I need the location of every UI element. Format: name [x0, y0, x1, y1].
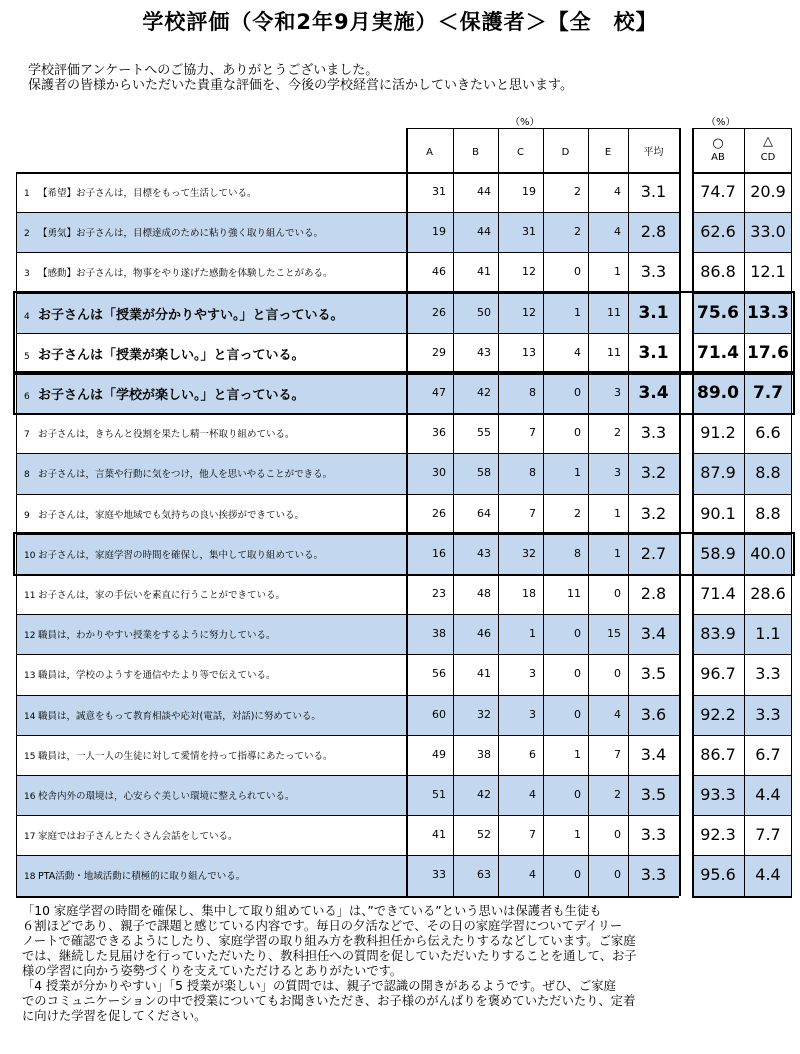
- table-rule: [692, 534, 792, 535]
- question-text: [24, 788, 295, 802]
- cell-ab: 91.2: [700, 423, 736, 443]
- cell-average: 3.4: [638, 383, 669, 404]
- table-border: [692, 128, 792, 129]
- header-e: E: [604, 147, 612, 158]
- cell-average: 3.4: [640, 624, 667, 644]
- cell-ab: 87.9: [700, 463, 736, 483]
- question-text: [24, 667, 276, 681]
- question-number: 9: [24, 510, 30, 521]
- cell-e: 0: [614, 828, 621, 842]
- header-c: C: [517, 147, 524, 158]
- cell-b: 41: [477, 265, 491, 279]
- cell-c: 18: [522, 587, 536, 601]
- cell-e: 2: [614, 426, 621, 440]
- cell-cd: 4.4: [755, 785, 781, 805]
- table-rule: [16, 373, 679, 374]
- question-label: 職員は，一人一人の生徒に対して愛情を持って指導にあたっている。: [38, 750, 333, 762]
- question-label: お子さんは「学校が楽しい。」と言っている。: [38, 388, 305, 404]
- cell-b: 64: [477, 506, 491, 520]
- question-number: 7: [24, 430, 30, 441]
- cell-b: 44: [477, 185, 491, 199]
- cell-b: 38: [477, 747, 491, 761]
- cell-e: 4: [614, 225, 621, 239]
- cell-a: 51: [432, 788, 446, 802]
- table-rule: [692, 735, 792, 736]
- table-rule: [498, 128, 499, 896]
- header-cd: CD: [760, 152, 776, 163]
- cell-d: 8: [574, 546, 581, 560]
- table-rule: [692, 574, 792, 575]
- cell-b: 58: [477, 466, 491, 480]
- table-rule: [453, 128, 454, 896]
- cell-a: 60: [432, 707, 446, 721]
- cell-b: 43: [477, 546, 491, 560]
- cell-ab: 95.6: [700, 865, 736, 885]
- table-rule: [692, 333, 792, 334]
- question-number: 5: [24, 351, 30, 362]
- table-rule: [692, 896, 792, 898]
- cell-cd: 12.1: [750, 262, 786, 282]
- table-row: [16, 413, 792, 453]
- cell-average: 2.8: [640, 584, 667, 604]
- cell-b: 46: [477, 627, 491, 641]
- cell-e: 0: [614, 667, 621, 681]
- cell-c: 7: [529, 828, 536, 842]
- question-label: 【感動】お子さんは，物事をやり遂げた感動を体験したことがある。: [38, 268, 333, 280]
- table-row: [16, 212, 792, 252]
- header-avg: 平均: [643, 147, 664, 158]
- cell-ab: 90.1: [700, 503, 736, 523]
- cell-cd: 3.3: [755, 704, 781, 724]
- question-label: お子さんは，家庭や地域でも気持ちの良い挨拶ができている。: [38, 509, 305, 521]
- cell-e: 4: [614, 185, 621, 199]
- cell-ab: 75.6: [697, 302, 739, 323]
- question-label: 校舎内外の環境は，心安らぐ美しい環境に整えられている。: [38, 791, 295, 803]
- cell-ab: 89.0: [697, 383, 739, 404]
- question-number: 13: [24, 671, 36, 682]
- cell-d: 0: [574, 667, 581, 681]
- table-rule: [16, 815, 679, 816]
- table-row: [16, 293, 792, 333]
- question-text: [24, 344, 305, 363]
- question-text: [24, 507, 304, 521]
- note-line: 「4 授業が分かりやすい」「5 授業が楽しい」の質問では、親子で認識の開きがあるようです。ぜひ、ご家庭: [22, 979, 616, 993]
- cell-average: 3.2: [640, 503, 667, 523]
- cell-d: 1: [574, 747, 581, 761]
- question-text: [24, 185, 257, 199]
- question-number: 2: [24, 229, 30, 240]
- table-rule: [692, 373, 792, 374]
- table-rule: [16, 775, 679, 776]
- table-rule: [692, 654, 792, 655]
- table-rule: [16, 172, 17, 896]
- table-rule: [692, 293, 792, 294]
- cell-c: 7: [529, 426, 536, 440]
- cell-d: 1: [574, 828, 581, 842]
- cell-a: 16: [432, 546, 446, 560]
- table-rule: [692, 775, 792, 776]
- cell-d: 4: [574, 345, 581, 359]
- cell-ab: 58.9: [700, 543, 736, 563]
- cell-b: 41: [477, 667, 491, 681]
- table-rule: [628, 128, 629, 896]
- question-number: 15: [24, 751, 36, 762]
- question-text: [24, 868, 245, 882]
- cell-cd: 1.1: [755, 624, 781, 644]
- cell-ab: 74.7: [700, 182, 736, 202]
- table-rule: [692, 494, 792, 495]
- cell-cd: 6.7: [755, 744, 781, 764]
- cell-e: 11: [607, 305, 621, 319]
- question-number: 8: [24, 470, 30, 481]
- table-rule: [791, 128, 792, 896]
- cell-a: 38: [432, 627, 446, 641]
- cell-c: 3: [529, 707, 536, 721]
- cell-e: 0: [614, 868, 621, 882]
- note-line: 様の学習に向かう姿勢づくりを支えていただけるとありがたいです。: [22, 964, 403, 978]
- cell-a: 30: [432, 466, 446, 480]
- cell-ab: 93.3: [700, 785, 736, 805]
- cell-b: 43: [477, 345, 491, 359]
- table-rule: [692, 695, 792, 696]
- table-row: [16, 815, 792, 855]
- table-rule: [692, 172, 792, 174]
- table-row: [16, 333, 792, 373]
- question-text: [24, 587, 285, 601]
- question-label: お子さんは，きちんと役割を果たし精一杯取り組めている。: [38, 429, 295, 441]
- question-label: 家庭ではお子さんとたくさん会話をしている。: [38, 831, 238, 843]
- cell-cd: 6.6: [755, 423, 781, 443]
- cell-c: 6: [529, 747, 536, 761]
- question-label: お子さんは「授業が分かりやすい。」と言っている。: [38, 307, 344, 323]
- table-rule: [692, 614, 792, 615]
- table-rule: [16, 574, 679, 575]
- question-text: [24, 225, 323, 239]
- table-row: [16, 453, 792, 493]
- question-number: 6: [24, 392, 30, 403]
- cell-ab: 71.4: [700, 584, 736, 604]
- intro-line-2: 保護者の皆様からいただいた貴重な評価を、今後の学校経営に活かしていきたいと思います。: [28, 78, 573, 93]
- note-line: 「10 家庭学習の時間を確保し、集中して取り組めている」は、”できている”という思いは保護者も生徒も: [22, 904, 602, 918]
- header-ab: AB: [711, 152, 725, 163]
- table-rule: [692, 815, 792, 816]
- table-rule: [16, 654, 679, 655]
- cell-b: 48: [477, 587, 491, 601]
- cell-c: 7: [529, 506, 536, 520]
- cell-average: 3.1: [640, 182, 667, 202]
- note-line: ６割ほどであり、親子で課題と感じている内容です。毎日の夕活などで、その日の家庭学習についてデイリー: [22, 919, 623, 933]
- cell-cd: 8.8: [755, 503, 781, 523]
- cell-d: 1: [574, 466, 581, 480]
- cell-ab: 83.9: [700, 624, 736, 644]
- question-label: お子さんは，家の手伝いを素直に行うことができている。: [38, 590, 286, 602]
- cell-average: 3.6: [640, 704, 667, 724]
- question-number: 11: [24, 591, 36, 602]
- cell-average: 2.8: [640, 222, 667, 242]
- table-rule: [16, 252, 679, 253]
- cell-a: 19: [432, 225, 446, 239]
- cell-ab: 86.7: [700, 744, 736, 764]
- cell-d: 0: [574, 386, 581, 400]
- cell-ab: 86.8: [700, 262, 736, 282]
- cell-ab: 92.3: [700, 825, 736, 845]
- cell-average: 3.3: [640, 423, 667, 443]
- cell-d: 2: [574, 225, 581, 239]
- cell-b: 42: [477, 386, 491, 400]
- cell-average: 3.4: [640, 744, 667, 764]
- cell-d: 0: [574, 868, 581, 882]
- cell-e: 1: [614, 506, 621, 520]
- question-number: 14: [24, 711, 36, 722]
- question-label: お子さんは「授業が楽しい。」と言っている。: [38, 347, 305, 363]
- table-row: [16, 172, 792, 212]
- table-rule: [744, 128, 745, 896]
- cell-e: 2: [614, 788, 621, 802]
- cell-average: 3.3: [640, 865, 667, 885]
- header-ab-symbol: ○: [712, 136, 724, 151]
- cell-d: 2: [574, 185, 581, 199]
- question-label: 職員は，わかりやすい授業をするように努力している。: [38, 630, 276, 642]
- table-rule: [16, 735, 679, 736]
- cell-e: 1: [614, 265, 621, 279]
- cell-cd: 8.8: [755, 463, 781, 483]
- question-number: 4: [24, 311, 30, 322]
- cell-cd: 7.7: [755, 825, 781, 845]
- table-row: [16, 574, 792, 614]
- percent-label-right: （%）: [706, 117, 736, 128]
- table-rule: [692, 252, 792, 253]
- question-label: 【勇気】お子さんは，目標達成のために粘り強く取り組んでいる。: [38, 228, 324, 240]
- closing-notes: [22, 904, 790, 1024]
- table-rule: [16, 534, 679, 535]
- cell-b: 63: [477, 868, 491, 882]
- cell-d: 0: [574, 426, 581, 440]
- table-row: [16, 654, 792, 694]
- header-b: B: [472, 147, 479, 158]
- question-text: [24, 466, 332, 480]
- cell-cd: 28.6: [750, 584, 786, 604]
- cell-c: 8: [529, 466, 536, 480]
- header-a: A: [426, 147, 433, 158]
- cell-d: 0: [574, 788, 581, 802]
- cell-a: 56: [432, 667, 446, 681]
- table-rule: [16, 413, 679, 414]
- cell-d: 0: [574, 627, 581, 641]
- table-rule: [16, 293, 679, 294]
- question-label: PTA活動・地域活動に積極的に取り組んでいる。: [38, 871, 246, 883]
- page-title: 学校評価（令和2年9月実施）＜保護者＞【全 校】: [142, 10, 658, 34]
- cell-c: 31: [522, 225, 536, 239]
- question-label: 職員は，学校のようすを通信やたより等で伝えている。: [38, 670, 276, 682]
- cell-c: 12: [522, 305, 536, 319]
- cell-e: 3: [614, 466, 621, 480]
- note-line: に向けた学習を促してください。: [22, 1009, 207, 1023]
- cell-cd: 4.4: [755, 865, 781, 885]
- table-rule: [692, 453, 792, 454]
- cell-average: 2.7: [640, 543, 667, 563]
- header-cd-symbol: △: [763, 134, 773, 149]
- cell-c: 4: [529, 788, 536, 802]
- question-label: 【希望】お子さんは，目標をもって生活している。: [38, 188, 257, 200]
- table-rule: [16, 212, 679, 213]
- note-line: では、継続した見届けを行っていただいたり、教科担任への質問を促していただいたりすることを通して、お子: [22, 949, 637, 963]
- table-rule: [588, 128, 589, 896]
- question-number: 17: [24, 832, 36, 843]
- table-rule: [16, 453, 679, 454]
- table-rule: [406, 128, 408, 896]
- cell-e: 3: [614, 386, 621, 400]
- results-table: [16, 128, 792, 898]
- cell-c: 13: [522, 345, 536, 359]
- cell-a: 46: [432, 265, 446, 279]
- cell-b: 44: [477, 225, 491, 239]
- percent-label-left: （%）: [510, 117, 540, 128]
- table-row: [16, 775, 792, 815]
- table-row: [16, 735, 792, 775]
- header-d: D: [561, 147, 570, 158]
- cell-a: 41: [432, 828, 446, 842]
- cell-a: 33: [432, 868, 446, 882]
- question-number: 10: [24, 550, 36, 561]
- question-text: [24, 426, 295, 440]
- cell-e: 4: [614, 707, 621, 721]
- table-rule: [679, 128, 681, 896]
- question-number: 3: [24, 269, 30, 280]
- question-number: 16: [24, 792, 36, 803]
- note-line: ノートで確認できるようにしたり、家庭学習の取り組み方を教科担任から伝えたりするなどしています。ご家庭: [22, 934, 636, 948]
- question-text: [24, 627, 276, 641]
- table-rule: [16, 855, 679, 856]
- cell-a: 47: [432, 386, 446, 400]
- cell-ab: 71.4: [697, 342, 739, 363]
- cell-a: 29: [432, 345, 446, 359]
- cell-b: 55: [477, 426, 491, 440]
- cell-a: 31: [432, 185, 446, 199]
- cell-ab: 92.2: [700, 704, 736, 724]
- question-text: [24, 265, 333, 279]
- cell-average: 3.2: [640, 463, 667, 483]
- cell-c: 4: [529, 868, 536, 882]
- cell-d: 1: [574, 305, 581, 319]
- question-text: [24, 748, 333, 762]
- question-text: [24, 708, 321, 722]
- question-text: [24, 547, 323, 561]
- cell-b: 42: [477, 788, 491, 802]
- table-rule: [16, 896, 679, 898]
- table-row: [16, 855, 792, 895]
- question-label: お子さんは，言葉や行動に気をつけ，他人を思いやることができる。: [38, 469, 333, 481]
- table-rule: [692, 212, 792, 213]
- cell-a: 23: [432, 587, 446, 601]
- cell-average: 3.3: [640, 825, 667, 845]
- cell-e: 15: [607, 627, 621, 641]
- cell-a: 26: [432, 506, 446, 520]
- note-line: でのコミュニケーションの中で授業についてもお聞きいただき、お子様のがんばりを褒めていただいたり、定着: [22, 994, 636, 1008]
- question-text: [24, 828, 238, 842]
- table-rule: [543, 128, 544, 896]
- cell-a: 36: [432, 426, 446, 440]
- cell-cd: 33.0: [750, 222, 786, 242]
- question-label: お子さんは，家庭学習の時間を確保し，集中して取り組めている。: [38, 549, 324, 561]
- cell-cd: 3.3: [755, 664, 781, 684]
- table-row: [16, 534, 792, 574]
- intro-line-1: 学校評価アンケートへのご協力、ありがとうございました。: [28, 63, 379, 78]
- cell-average: 3.1: [638, 342, 669, 363]
- cell-d: 11: [567, 587, 581, 601]
- table-row: [16, 373, 792, 413]
- table-row: [16, 695, 792, 735]
- cell-c: 8: [529, 386, 536, 400]
- cell-a: 49: [432, 747, 446, 761]
- cell-d: 0: [574, 707, 581, 721]
- cell-b: 52: [477, 828, 491, 842]
- table-rule: [692, 855, 792, 856]
- cell-cd: 17.6: [747, 342, 789, 363]
- question-number: 12: [24, 631, 36, 642]
- cell-c: 12: [522, 265, 536, 279]
- question-number: 1: [24, 189, 30, 200]
- cell-average: 3.5: [640, 664, 667, 684]
- cell-e: 0: [614, 587, 621, 601]
- table-rule: [16, 172, 679, 174]
- cell-a: 26: [432, 305, 446, 319]
- question-label: 職員は，誠意をもって教育相談や応対(電話，対話)に努めている。: [38, 710, 321, 722]
- table-rule: [16, 333, 679, 334]
- cell-d: 2: [574, 506, 581, 520]
- cell-ab: 96.7: [700, 664, 736, 684]
- cell-c: 1: [529, 627, 536, 641]
- table-rule: [692, 413, 792, 414]
- cell-average: 3.1: [638, 302, 669, 323]
- cell-e: 7: [614, 747, 621, 761]
- cell-e: 1: [614, 546, 621, 560]
- table-rule: [692, 128, 694, 896]
- cell-cd: 20.9: [750, 182, 786, 202]
- table-rule: [16, 494, 679, 495]
- question-number: 18: [24, 872, 36, 883]
- table-row: [16, 614, 792, 654]
- table-rule: [16, 695, 679, 696]
- cell-e: 11: [607, 345, 621, 359]
- cell-cd: 7.7: [752, 383, 784, 404]
- cell-ab: 62.6: [700, 222, 736, 242]
- cell-cd: 40.0: [750, 543, 786, 563]
- question-text: [24, 384, 305, 403]
- cell-average: 3.5: [640, 785, 667, 805]
- cell-d: 0: [574, 265, 581, 279]
- cell-c: 3: [529, 667, 536, 681]
- question-text: [24, 304, 344, 323]
- cell-average: 3.3: [640, 262, 667, 282]
- cell-c: 32: [522, 546, 536, 560]
- table-row: [16, 494, 792, 534]
- cell-cd: 13.3: [747, 302, 789, 323]
- cell-b: 32: [477, 707, 491, 721]
- table-row: [16, 252, 792, 292]
- cell-b: 50: [477, 305, 491, 319]
- cell-c: 19: [522, 185, 536, 199]
- intro-text: [28, 63, 573, 93]
- table-rule: [16, 614, 679, 615]
